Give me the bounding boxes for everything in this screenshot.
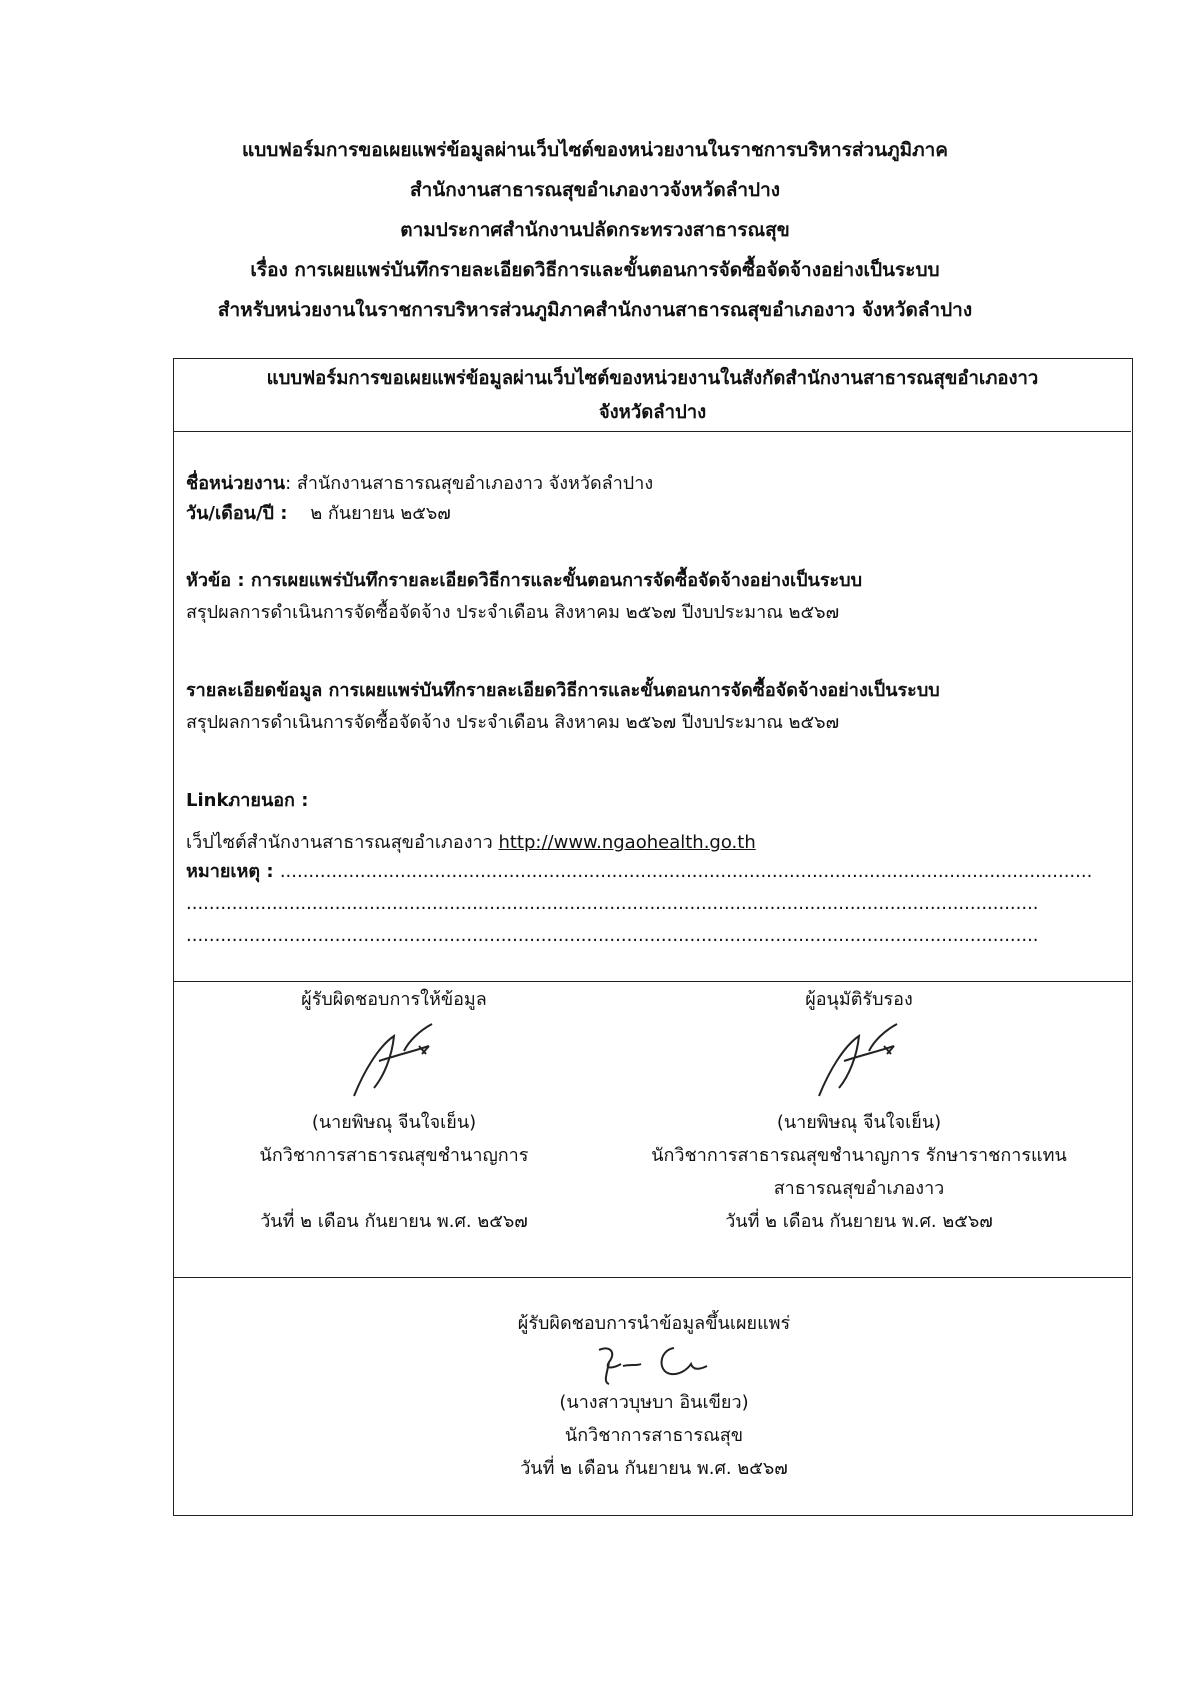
unit-row — [186, 470, 653, 498]
date-label: วัน/เดือน/ปี : — [186, 503, 288, 524]
divider-top — [174, 981, 1131, 982]
link-label: Linkภายนอก : — [186, 790, 309, 811]
divider-bottom — [174, 1277, 1131, 1278]
unit-value: : สำนักงานสาธารณสุขอำเภองาว จังหวัดลำปาง — [285, 473, 654, 494]
website-label: เว็ปไซต์สำนักงานสาธารณสุขอำเภองาว — [186, 832, 499, 853]
right-role: ผู้อนุมัติรับรอง — [805, 989, 913, 1010]
topic-label: หัวข้อ : การเผยแพร่บันทึกรายละเอียดวิธีการและขั้นตอนการจัดซื้อจัดจ้างอย่างเป็นระบบ — [186, 570, 863, 591]
right-position: นักวิชาการสาธารณสุขชำนาญการ รักษาราชการแทน — [651, 1145, 1067, 1166]
left-position: นักวิชาการสาธารณสุขชำนาญการ — [259, 1145, 529, 1166]
right-date: วันที่ ๒ เดือน กันยายน พ.ศ. ๒๕๖๗ — [725, 1211, 993, 1232]
header-line-4: เรื่อง การเผยแพร่บันทึกรายละเอียดวิธีการและขั้นตอนการจัดซื้อจัดจ้างอย่างเป็นระบบ — [250, 259, 940, 281]
detail-value: สรุปผลการดำเนินการจัดซื้อจัดจ้าง ประจำเดือน สิงหาคม ๒๕๖๗ ปีงบประมาณ ๒๕๖๗ — [186, 712, 840, 733]
left-name: (นายพิษณุ จีนใจเย็น) — [311, 1112, 477, 1133]
dots-line-3: ..................................................................................................................................................... — [186, 925, 1039, 946]
dots-line-2: ..................................................................................................................................................... — [186, 893, 1039, 914]
signature-right — [624, 983, 1094, 1238]
bottom-date: วันที่ ๒ เดือน กันยายน พ.ศ. ๒๕๖๗ — [520, 1458, 788, 1479]
form-title — [174, 359, 1131, 432]
date-row — [186, 500, 451, 528]
date-value: ๒ กันยายน ๒๕๖๗ — [310, 503, 451, 524]
left-position-spacer — [224, 1172, 564, 1205]
header-line-3: ตามประกาศสำนักงานปลัดกระทรวงสาธารณสุข — [400, 219, 790, 241]
website-link[interactable]: http://www.ngaohealth.go.th — [498, 832, 756, 853]
unit-label: ชื่อหน่วยงาน — [186, 473, 286, 494]
form-title-line-1: แบบฟอร์มการขอเผยแพร่ข้อมูลผ่านเว็บไซต์ของหน่วยงานในสังกัดสำนักงานสาธารณสุขอำเภองาว — [266, 368, 1039, 389]
bottom-position: นักวิชาการสาธารณสุข — [564, 1425, 744, 1446]
remark-label: หมายเหตุ : — [186, 861, 280, 882]
right-position-2: สาธารณสุขอำเภองาว — [773, 1178, 945, 1199]
bottom-name: (นางสาวบุษบา อินเขียว) — [559, 1392, 749, 1413]
signature-bottom — [454, 1307, 854, 1485]
document-header — [0, 130, 1190, 330]
bottom-signature-mark — [579, 1340, 729, 1386]
detail-label: รายละเอียดข้อมูล การเผยแพร่บันทึกรายละเอียดวิธีการและขั้นตอนการจัดซื้อจัดจ้างอย่างเป็นระบบ — [186, 680, 940, 701]
remark-row — [186, 858, 1121, 886]
right-name: (นายพิษณุ จีนใจเย็น) — [776, 1112, 942, 1133]
header-line-1: แบบฟอร์มการขอเผยแพร่ข้อมูลผ่านเว็บไซต์ของหน่วยงานในราชการบริหารส่วนภูมิภาค — [241, 139, 949, 161]
topic-value: สรุปผลการดำเนินการจัดซื้อจัดจ้าง ประจำเดือน สิงหาคม ๒๕๖๗ ปีงบประมาณ ๒๕๖๗ — [186, 602, 840, 623]
left-role: ผู้รับผิดชอบการให้ข้อมูล — [301, 989, 487, 1010]
right-signature-mark — [799, 1016, 919, 1106]
header-line-5: สำหรับหน่วยงานในราชการบริหารส่วนภูมิภาคสำนักงานสาธารณสุขอำเภองาว จังหวัดลำปาง — [217, 299, 973, 321]
signature-left — [224, 983, 564, 1238]
remark-dots: .............................................................................................................................................. — [279, 861, 1093, 882]
left-signature-mark — [334, 1016, 454, 1106]
website-row — [186, 829, 756, 857]
left-date: วันที่ ๒ เดือน กันยายน พ.ศ. ๒๕๖๗ — [260, 1211, 528, 1232]
bottom-role: ผู้รับผิดชอบการนำข้อมูลขึ้นเผยแพร่ — [517, 1313, 791, 1334]
form-title-line-2: จังหวัดลำปาง — [598, 402, 707, 423]
form-box — [173, 358, 1133, 1516]
header-line-2: สำนักงานสาธารณสุขอำเภองาวจังหวัดลำปาง — [409, 179, 781, 201]
